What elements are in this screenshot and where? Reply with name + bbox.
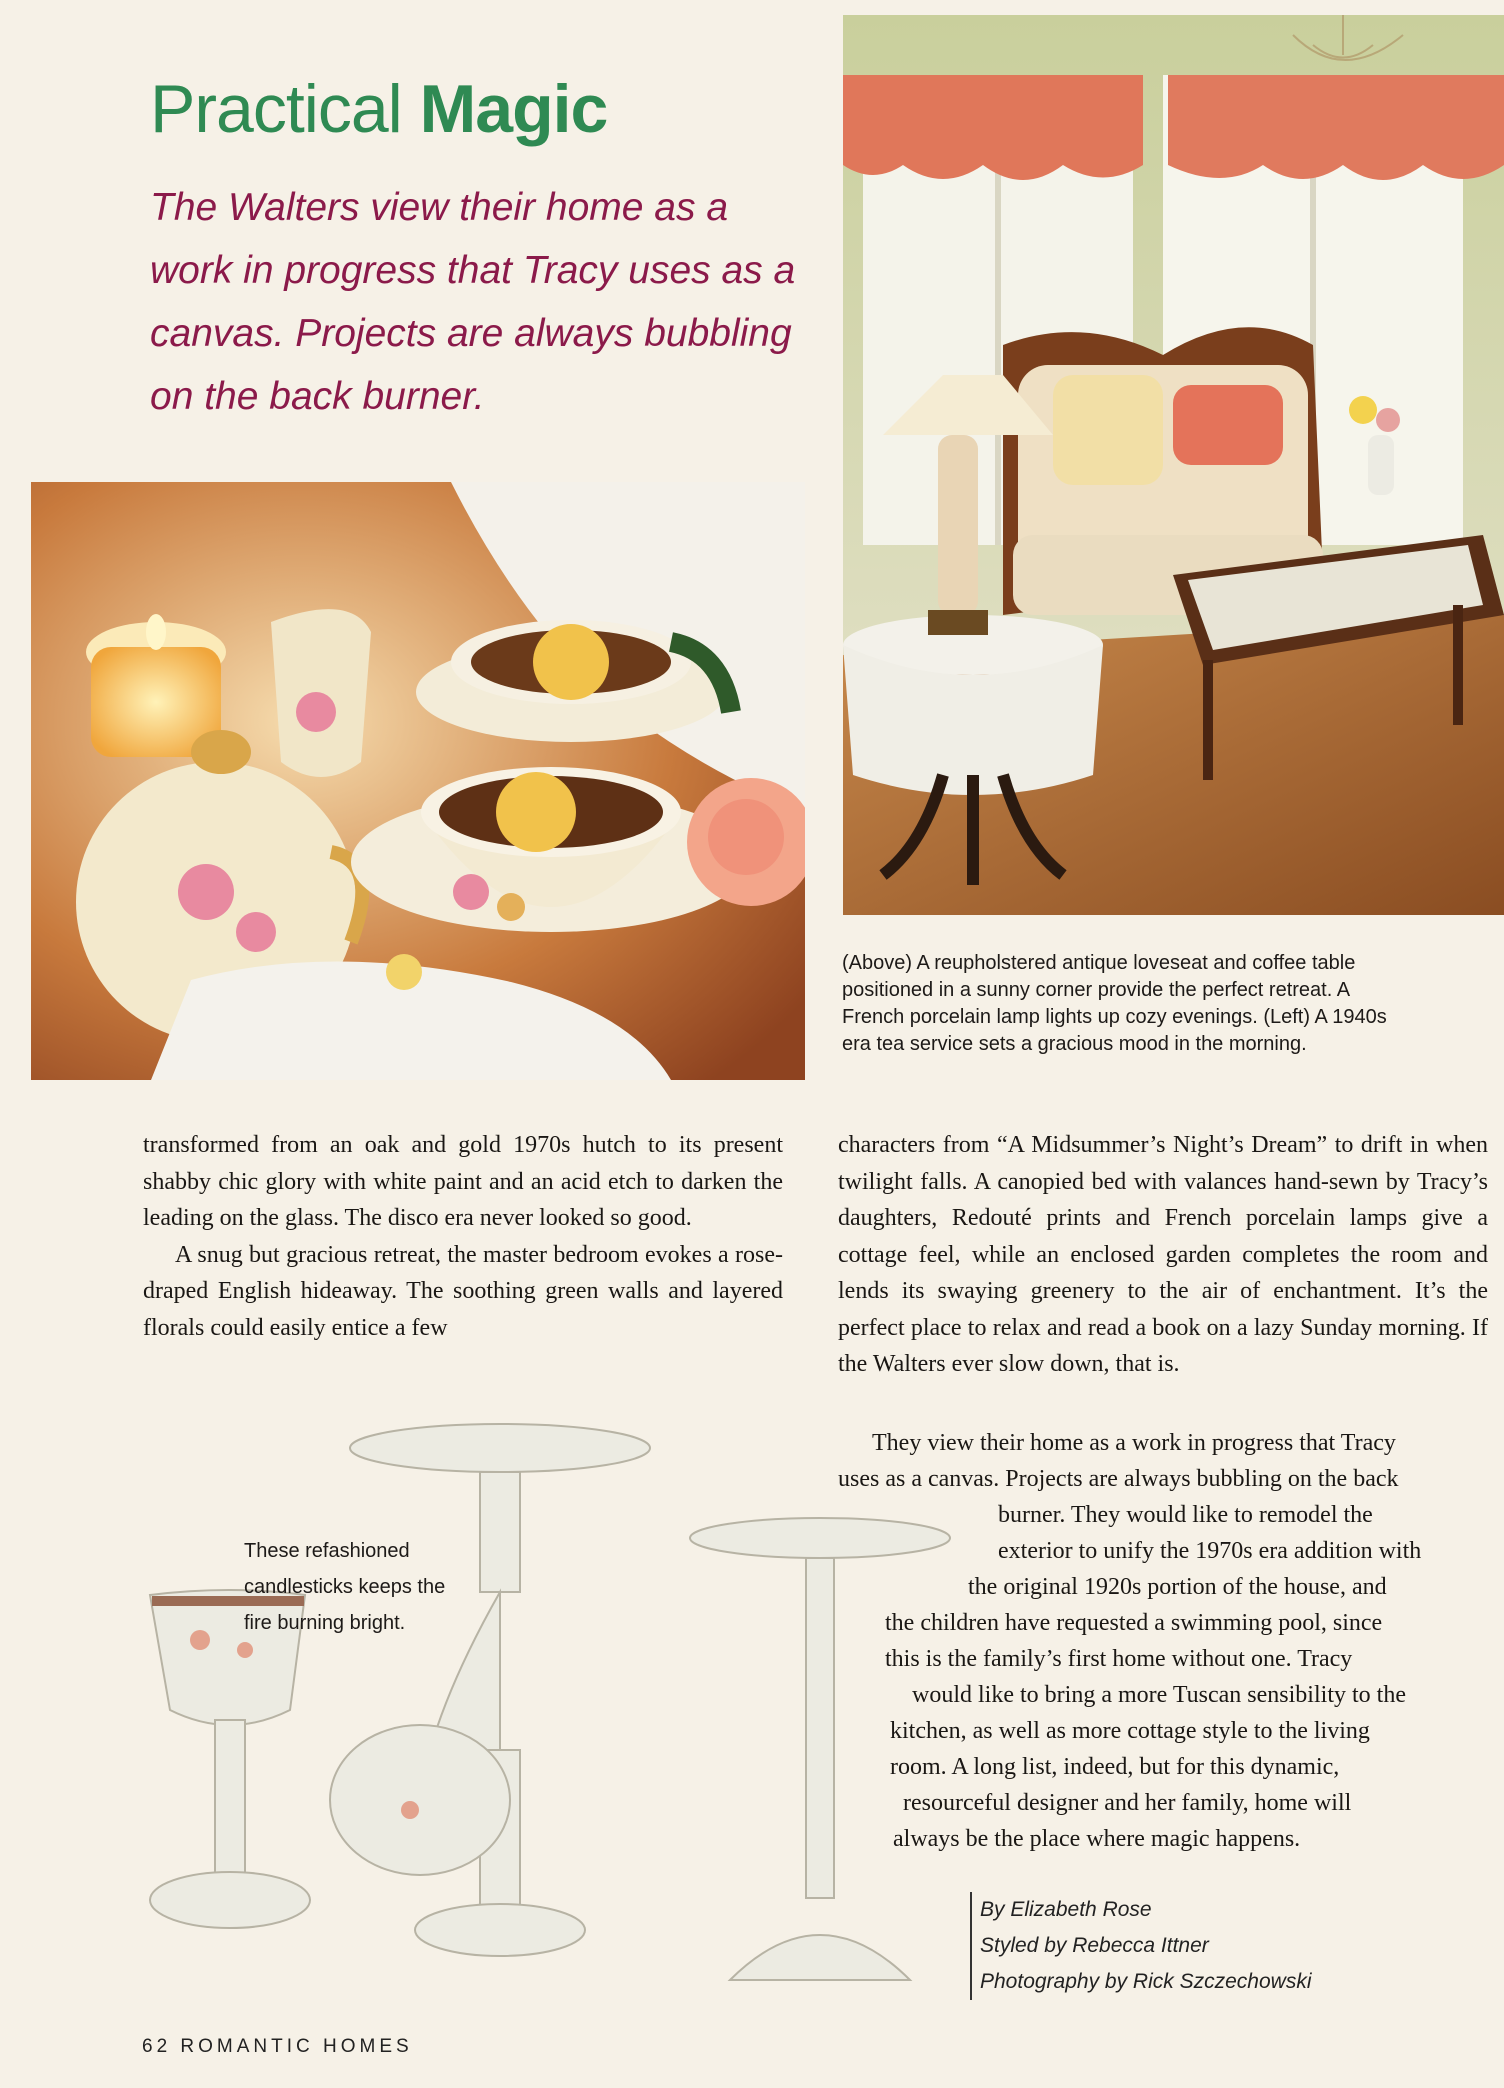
- text-line: this is the family’s first home without one. Tracy: [885, 1646, 1353, 1672]
- text-line: resourceful designer and her family, home will: [903, 1790, 1352, 1816]
- room-photo-caption: (Above) A reupholstered antique loveseat and coffee table positioned in a sunny corner provide the perfect retreat. A French porcelain lamp lights up cozy evenings. (Left) A 1940s era tea service sets a gracious mood in the morning.: [842, 952, 1387, 1055]
- text-line: exterior to unify the 1970s era addition with: [998, 1538, 1422, 1564]
- loveseat-room-photo: [843, 15, 1504, 915]
- credit-photographer: Photography by Rick Szczechowski: [980, 1970, 1312, 1993]
- text-line: always be the place where magic happens.: [893, 1826, 1301, 1852]
- body-paragraph: characters from “A Midsummer’s Night’s Dream” to drift in when twilight falls. A canopied bed with valances hand-sewn by Tracy’s daughters, Redouté prints and French porcelain lamps give a cottage feel, while an enclosed garden completes the room and lends its swaying greenery to the air of enchantment. It’s the perfect place to relax and read a book on a lazy Sunday morning. If the Walters ever slow down, that is.: [838, 1132, 1488, 1377]
- body-paragraph: A snug but gracious retreat, the master bedroom evokes a rose-draped English hideaway. The soothing green walls and layered florals could easily entice a few: [143, 1241, 783, 1341]
- candlesticks-caption: These refashioned candlesticks keeps the fire burning bright.: [244, 1540, 446, 1634]
- text-line: burner. They would like to remodel the: [998, 1502, 1373, 1528]
- article-credits: [970, 1892, 1311, 2000]
- candlesticks-illustration: [130, 1420, 990, 2000]
- body-column-right: [838, 1127, 1488, 1383]
- magazine-name: ROMANTIC HOMES: [180, 2036, 413, 2057]
- text-line: room. A long list, indeed, but for this dynamic,: [890, 1754, 1340, 1780]
- title-word-magic: Magic: [419, 71, 608, 147]
- tea-service-photo: [31, 482, 805, 1080]
- page-footer: [142, 2036, 413, 2058]
- text-line: uses as a canvas. Projects are always bubbling on the back: [838, 1466, 1399, 1492]
- page-number: 62: [142, 2036, 172, 2057]
- text-line: They view their home as a work in progress that Tracy: [872, 1430, 1396, 1456]
- credit-author: By Elizabeth Rose: [980, 1898, 1152, 1921]
- credit-stylist: Styled by Rebecca Ittner: [980, 1934, 1209, 1957]
- text-line: would like to bring a more Tuscan sensibility to the: [912, 1682, 1406, 1708]
- text-line: kitchen, as well as more cottage style to the living: [890, 1718, 1370, 1744]
- body-column-left: [143, 1127, 783, 1346]
- text-line: the children have requested a swimming pool, since: [885, 1610, 1383, 1636]
- title-word-practical: Practical: [150, 71, 420, 147]
- body-paragraph: transformed from an oak and gold 1970s hutch to its present shabby chic glory with white paint and an acid etch to darken the leading on the glass. The disco era never looked so good.: [143, 1132, 783, 1231]
- pull-quote: The Walters view their home as a work in progress that Tracy uses as a canvas. Projects are always bubbling on the back burner.: [150, 186, 796, 418]
- text-line: the original 1920s portion of the house, and: [968, 1574, 1387, 1600]
- article-title: [150, 70, 607, 148]
